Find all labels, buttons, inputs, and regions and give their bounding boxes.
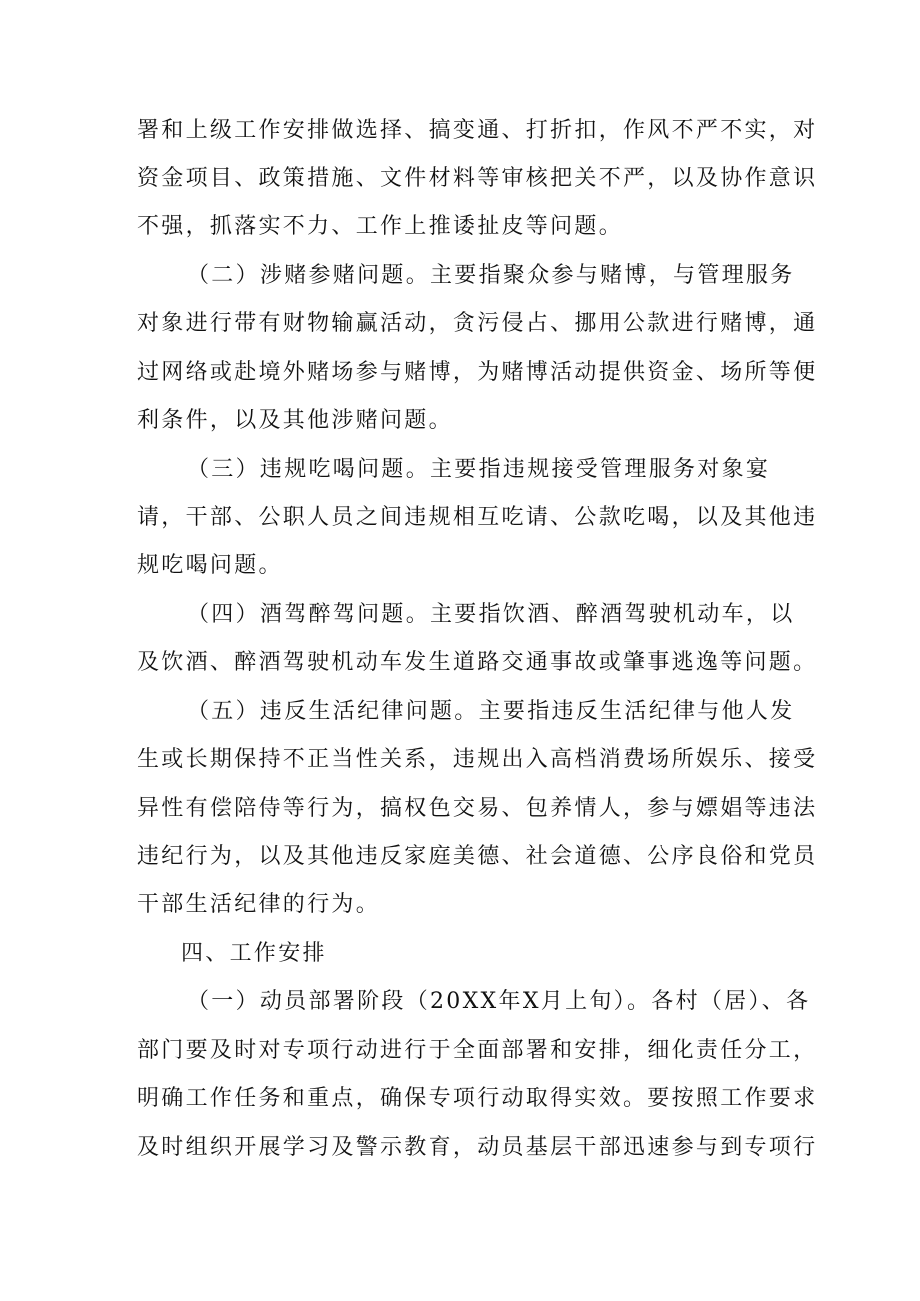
paragraph-line: 请，干部、公职人员之间违规相互吃请、公款吃喝，以及其他违	[137, 505, 818, 530]
section-3-first-line: （三）违规吃喝问题。主要指违规接受管理服务对象宴	[187, 457, 771, 482]
section-4-first-line: （四）酒驾醉驾问题。主要指饮酒、醉酒驾驶机动车，以	[187, 602, 795, 627]
paragraph-line: 过网络或赴境外赌场参与赌博，为赌博活动提供资金、场所等便	[137, 360, 818, 385]
subsection-1-first-line: （一）动员部署阶段（20XX年X月上旬）。各村（居）、各	[187, 989, 811, 1014]
paragraph-line: 部门要及时对专项行动进行于全面部署和安排，细化责任分工，	[137, 1038, 818, 1063]
paragraph-line: 不强，抓落实不力、工作上推诿扯皮等问题。	[137, 214, 624, 239]
paragraph-line: 对象进行带有财物输赢活动，贪污侵占、挪用公款进行赌博，通	[137, 311, 818, 336]
section-2-first-line: （二）涉赌参赌问题。主要指聚众参与赌博，与管理服务	[187, 263, 795, 288]
paragraph-line: 违纪行为，以及其他违反家庭美德、社会道德、公序良俗和党员	[137, 844, 818, 869]
paragraph-line: 利条件，以及其他涉赌问题。	[137, 408, 453, 433]
paragraph-line: 异性有偿陪侍等行为，搞权色交易、包养情人，参与嫖娼等违法	[137, 796, 818, 821]
paragraph-line: 资金项目、政策措施、文件材料等审核把关不严，以及协作意识	[137, 166, 818, 191]
section-heading: 四、工作安排	[181, 941, 327, 966]
paragraph-line: 明确工作任务和重点，确保专项行动取得实效。要按照工作要求	[137, 1086, 818, 1111]
paragraph-line: 规吃喝问题。	[137, 553, 283, 578]
section-5-first-line: （五）违反生活纪律问题。主要指违反生活纪律与他人发	[187, 699, 795, 724]
paragraph-line: 生或长期保持不正当性关系，违规出入高档消费场所娱乐、接受	[137, 747, 818, 772]
paragraph-line: 干部生活纪律的行为。	[137, 892, 381, 917]
paragraph-line: 及饮酒、醉酒驾驶机动车发生道路交通事故或肇事逃逸等问题。	[137, 650, 818, 675]
paragraph-line: 署和上级工作安排做选择、搞变通、打折扣，作风不严不实，对	[137, 118, 818, 143]
paragraph-line: 及时组织开展学习及警示教育，动员基层干部迅速参与到专项行	[137, 1135, 818, 1160]
